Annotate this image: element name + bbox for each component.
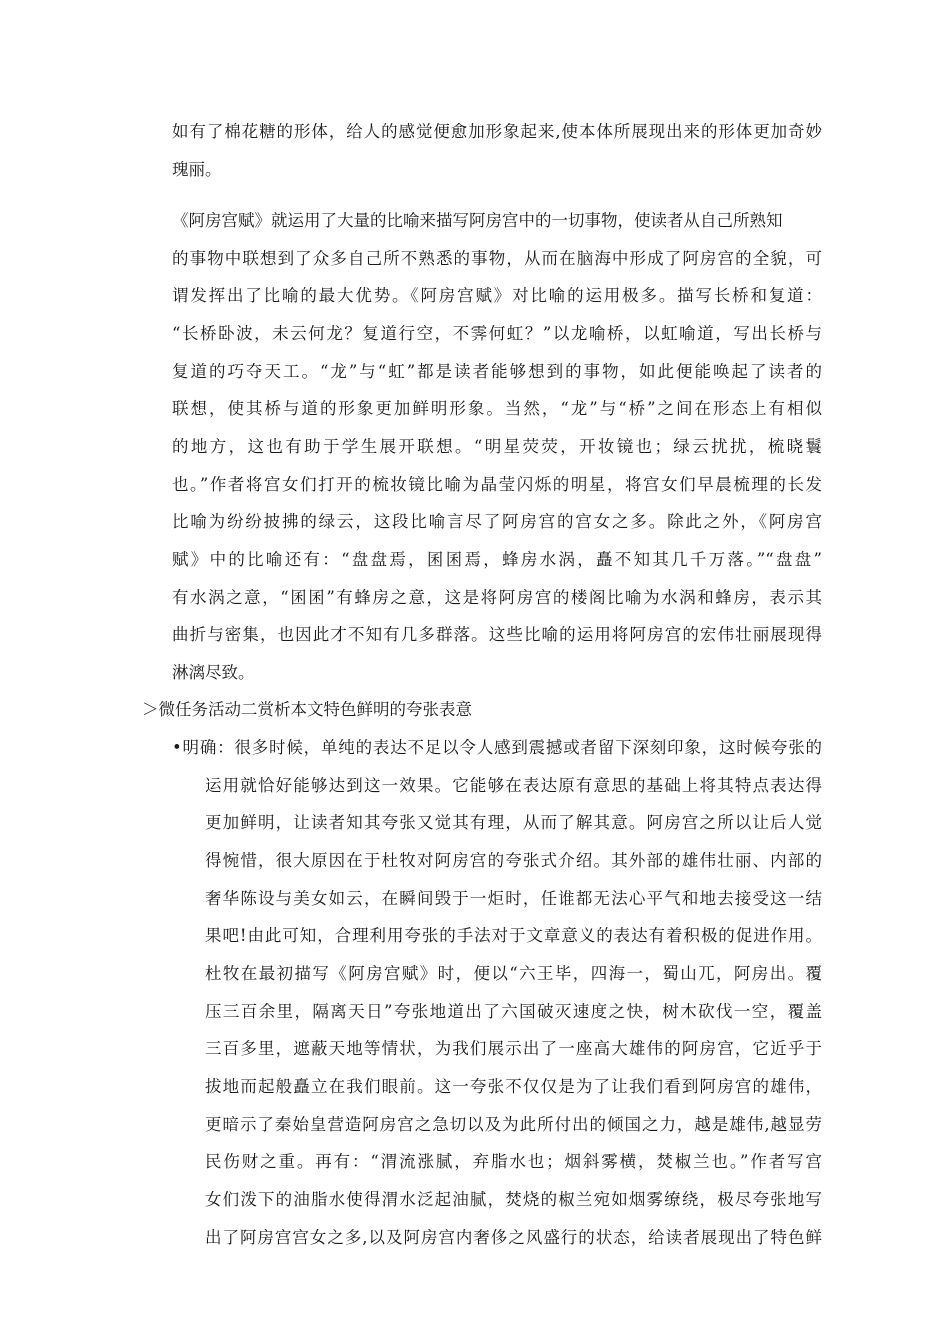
- text-line: 杜牧在最初描写《阿房宫赋》时，便以“六王毕，四海一，蜀山兀，阿房出。覆: [205, 964, 822, 983]
- text-line: 如有了棉花糖的形体，给人的感觉便愈加形象起来,使本体所展现出来的形体更加奇妙: [172, 122, 822, 141]
- text-line: 得惋惜，很大原因在于杜牧对阿房宫的夸张式介绍。其外部的雄伟壮丽、内部的: [205, 851, 822, 870]
- text-line: 有水涡之意，“囷囷”有蜂房之意，这是将阿房宫的楼阁比喻为水涡和蜂房，表示其: [172, 588, 822, 607]
- text-line: 拔地而起般矗立在我们眼前。这一夸张不仅仅是为了让我们看到阿房宫的雄伟，: [205, 1077, 822, 1096]
- text-line: 也。”作者将宫女们打开的梳妆镜比喻为晶莹闪烁的明星，将宫女们早晨梳理的长发: [172, 475, 822, 494]
- text-line: 出了阿房宫宫女之多,以及阿房宫内奢侈之风盛行的状态，给读者展现出了特色鲜: [205, 1228, 822, 1247]
- text-line: •明确：很多时候，单纯的表达不足以令人感到震撼或者留下深刻印象，这时候夸张的: [172, 738, 822, 757]
- task-heading: ＞微任务活动二赏析本文特色鲜明的夸张表意: [142, 700, 472, 719]
- text-line: 联想，使其桥与道的形象更加鲜明形象。当然，“龙”与“桥”之间在形态上有相似: [172, 399, 822, 418]
- text-line: 三百多里，遮蔽天地等情状，为我们展示出了一座高大雄伟的阿房宫，它近乎于: [205, 1039, 822, 1058]
- text-line: 赋》中的比喻还有：“盘盘焉，囷囷焉，蜂房水涡，矗不知其几千万落。”“盘盘”: [172, 550, 822, 569]
- text-line: 更加鲜明，让读者知其夸张又觉其有理，从而了解其意。阿房宫之所以让后人觉: [205, 813, 822, 832]
- text-line: 奢华陈设与美女如云，在瞬间毁于一炬时，任谁都无法心平气和地去接受这一结: [205, 889, 822, 908]
- text-line: 女们泼下的油脂水使得渭水泛起油腻，焚烧的椒兰宛如烟雾缭绕，极尽夸张地写: [205, 1190, 822, 1209]
- text-line: 复道的巧夺天工。“龙”与“虹”都是读者能够想到的事物，如此便能唤起了读者的: [172, 362, 822, 381]
- text-line: 瑰丽。: [172, 160, 222, 179]
- text-line: 曲折与密集，也因此才不知有几多群落。这些比喻的运用将阿房宫的宏伟壮丽展现得: [172, 625, 822, 644]
- text-line: 运用就恰好能够达到这一效果。它能够在表达原有意思的基础上将其特点表达得: [205, 776, 822, 795]
- text-line: 压三百余里，隔离天日”夸张地道出了六国破灭速度之快，树木砍伐一空，覆盖: [205, 1002, 822, 1021]
- text-line: 民伤财之重。再有：“渭流涨腻，弃脂水也；烟斜雾横，焚椒兰也。”作者写宫: [205, 1152, 822, 1171]
- text-line: 《阿房宫赋》就运用了大量的比喻来描写阿房宫中的一切事物，使读者从自己所熟知: [172, 211, 783, 230]
- text-line: 比喻为纷纷披拂的绿云，这段比喻言尽了阿房宫的宫女之多。除此之外，《阿房宫: [172, 512, 822, 531]
- text-line: 淋漓尽致。: [172, 663, 255, 682]
- text-line: “长桥卧波，未云何龙？复道行空，不霁何虹？”以龙喻桥，以虹喻道，写出长桥与: [172, 324, 822, 343]
- text-line: 果吧!由此可知，合理利用夸张的手法对于文章意义的表达有着积极的促进作用。: [205, 926, 822, 945]
- text-line: 的事物中联想到了众多自己所不熟悉的事物，从而在脑海中形成了阿房宫的全貌，可: [172, 249, 822, 268]
- text-line: 的地方，这也有助于学生展开联想。“明星荧荧，开妆镜也；绿云扰扰，梳晓鬟: [172, 437, 822, 456]
- text-line: 更暗示了秦始皇营造阿房宫之急切以及为此所付出的倾国之力，越是雄伟,越显劳: [205, 1115, 822, 1134]
- text-line: 谓发挥出了比喻的最大优势。《阿房宫赋》对比喻的运用极多。描写长桥和复道：: [172, 286, 822, 305]
